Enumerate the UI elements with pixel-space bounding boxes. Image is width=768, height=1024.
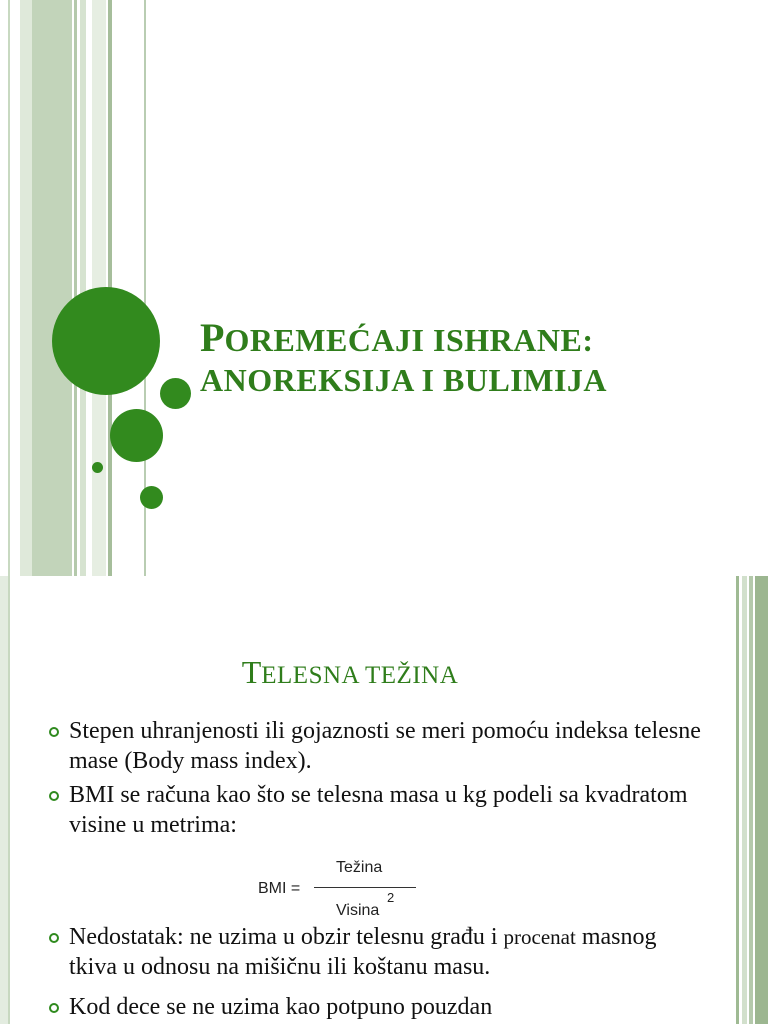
decor-stripe <box>80 0 86 576</box>
decor-stripe <box>20 0 32 576</box>
title-rest: ELESNA TEŽINA <box>261 662 459 689</box>
slide-title <box>200 315 760 398</box>
decor-stripe <box>742 576 747 1024</box>
decor-stripe <box>32 0 72 576</box>
formula-denominator: Visina <box>336 902 380 919</box>
bullet-icon <box>49 1003 59 1013</box>
decor-circle <box>140 486 163 509</box>
list-item <box>48 992 708 1022</box>
title-initial: P <box>200 315 225 360</box>
formula-exponent: 2 <box>387 890 395 905</box>
slide-title <box>0 656 700 688</box>
decor-circle <box>110 409 163 462</box>
decor-circle <box>160 378 191 409</box>
decor-stripe <box>749 576 753 1024</box>
decor-circle-large <box>52 287 160 395</box>
title-initial: T <box>241 654 262 690</box>
bullet-text: BMI se računa kao što se telesna masa u kg podeli sa kvadratom visine u metrima: <box>69 782 688 838</box>
list-item <box>48 716 708 776</box>
bullet-text-rest: masnog tkiva u odnosu na mišičnu ili koštanu masu. <box>69 924 657 980</box>
bullet-icon <box>49 791 59 801</box>
title-line-2: ANOREKSIJA I BULIMIJA <box>200 362 608 398</box>
formula-numerator: Težina <box>336 859 383 876</box>
list-item <box>48 780 708 840</box>
decor-stripe <box>755 576 768 1024</box>
bullet-text-main: Nedostatak: ne uzima u obzir telesnu građu i <box>69 924 504 950</box>
decor-stripe <box>8 576 10 1024</box>
bullet-icon <box>49 727 59 737</box>
bullet-text: Kod dece se ne uzima kao potpuno pouzdan <box>69 994 493 1020</box>
list-item <box>48 922 708 982</box>
bullet-icon <box>49 933 59 943</box>
content-slide <box>0 576 768 1024</box>
decor-stripe <box>736 576 739 1024</box>
decor-stripe <box>8 0 10 576</box>
bullet-text-small: procenat <box>503 925 576 949</box>
decor-circle-dot <box>92 462 103 473</box>
decor-stripe <box>74 0 77 576</box>
bullet-text <box>69 924 657 980</box>
title-rest: OREMEĆAJI ISHRANE: <box>224 322 594 358</box>
formula-lhs: BMI = <box>258 880 301 897</box>
decor-stripe <box>0 576 8 1024</box>
bullet-text: Stepen uhranjenosti ili gojaznosti se meri pomoću indeksa telesne mase (Body mass index). <box>69 718 701 774</box>
fraction-bar <box>314 887 416 888</box>
bmi-formula <box>258 859 458 925</box>
title-line-1 <box>200 315 760 360</box>
